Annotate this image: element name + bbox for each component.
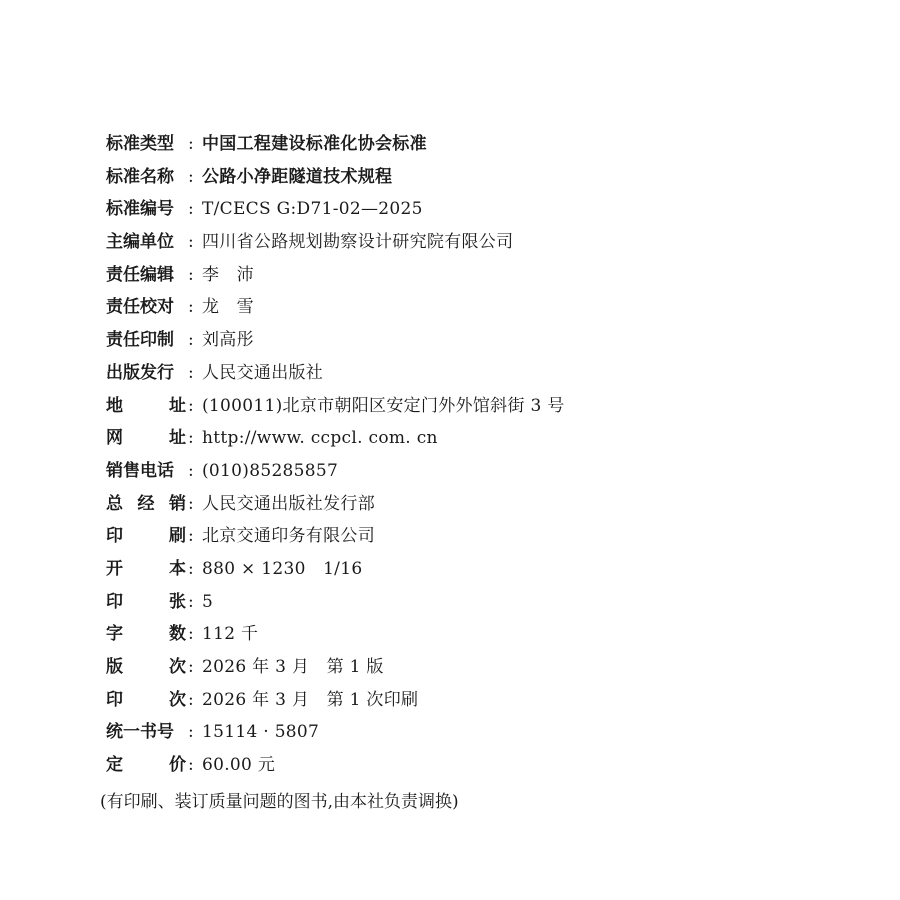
imprint-row	[106, 195, 806, 228]
imprint-value: (010)85285857	[202, 460, 339, 481]
imprint-colon: :	[188, 558, 194, 579]
imprint-value: T/CECS G:D71-02—2025	[202, 199, 423, 220]
imprint-label	[106, 163, 186, 191]
imprint-label-part: 销	[169, 493, 186, 514]
imprint-label	[106, 195, 186, 223]
imprint-label	[106, 522, 186, 550]
imprint-label	[106, 620, 186, 648]
imprint-value: 人民交通出版社发行部	[202, 493, 375, 514]
imprint-label-part: 印	[106, 689, 123, 710]
imprint-colon: :	[188, 722, 194, 743]
imprint-label	[106, 424, 186, 452]
imprint-colon: :	[188, 199, 194, 220]
imprint-colon: :	[188, 166, 194, 187]
imprint-label-part: 责任校对	[106, 297, 174, 318]
imprint-label	[106, 326, 186, 354]
imprint-colon: :	[188, 330, 194, 351]
imprint-row	[106, 261, 806, 294]
imprint-value: 四川省公路规划勘察设计研究院有限公司	[202, 232, 514, 253]
imprint-colon: :	[188, 362, 194, 383]
imprint-value: (100011)北京市朝阳区安定门外外馆斜街 3 号	[202, 395, 565, 416]
imprint-label-part: 标准名称	[106, 166, 174, 187]
imprint-label	[106, 392, 186, 420]
imprint-row	[106, 359, 806, 392]
imprint-label-part: 总	[106, 493, 123, 514]
imprint-label-part: 责任印制	[106, 330, 174, 351]
imprint-colon: :	[188, 264, 194, 285]
imprint-label-part: 销售电话	[106, 460, 174, 481]
imprint-colon: :	[188, 624, 194, 645]
imprint-row	[106, 326, 806, 359]
imprint-value: 刘高彤	[202, 330, 254, 351]
imprint-value: 15114 · 5807	[202, 722, 320, 743]
imprint-label	[106, 653, 186, 681]
imprint-colon: :	[188, 657, 194, 677]
imprint-label-part: 统一书号	[106, 722, 174, 743]
imprint-row	[106, 751, 806, 784]
imprint-info-block	[106, 130, 806, 784]
imprint-value: 2026 年 3 月 第 1 版	[202, 657, 384, 677]
imprint-label	[106, 457, 186, 485]
imprint-label-part: 网	[106, 428, 123, 449]
imprint-colon: :	[188, 297, 194, 318]
imprint-label-part: 开	[106, 558, 123, 579]
imprint-label-part: 版	[106, 657, 123, 677]
imprint-label-part: 本	[169, 558, 186, 579]
imprint-label-part: 价	[169, 755, 186, 776]
imprint-value: 北京交通印务有限公司	[202, 526, 375, 547]
imprint-row	[106, 392, 806, 425]
imprint-label-part: 次	[169, 689, 186, 710]
imprint-value: 5	[202, 591, 214, 612]
imprint-colon: :	[188, 460, 194, 481]
imprint-row	[106, 588, 806, 621]
imprint-label-part: 刷	[169, 526, 186, 547]
imprint-label-part: 主编单位	[106, 232, 174, 253]
imprint-label	[106, 555, 186, 583]
imprint-label	[106, 293, 186, 321]
imprint-row	[106, 293, 806, 326]
imprint-label	[106, 228, 186, 256]
imprint-colon: :	[188, 134, 194, 154]
imprint-row	[106, 620, 806, 653]
imprint-value: 中国工程建设标准化协会标准	[202, 134, 427, 154]
imprint-label	[106, 130, 186, 158]
imprint-label-part: 经	[137, 493, 155, 514]
imprint-label-part: 标准类型	[106, 134, 174, 154]
quality-notice: (有印刷、装订质量问题的图书,由本社负责调换)	[100, 792, 459, 812]
imprint-label-part: 印	[106, 591, 123, 612]
imprint-row	[106, 555, 806, 588]
imprint-row	[106, 424, 806, 457]
imprint-colon: :	[188, 428, 194, 449]
imprint-label-part: 责任编辑	[106, 264, 174, 285]
imprint-colon: :	[188, 526, 194, 547]
imprint-row	[106, 228, 806, 261]
imprint-colon: :	[188, 689, 194, 710]
imprint-row	[106, 686, 806, 719]
imprint-label-part: 次	[169, 657, 186, 677]
imprint-label	[106, 588, 186, 616]
imprint-row	[106, 522, 806, 555]
imprint-colon: :	[188, 493, 194, 514]
imprint-label-part: 地	[106, 395, 123, 416]
imprint-row	[106, 490, 806, 523]
imprint-label-part: 定	[106, 755, 123, 776]
imprint-label-part: 印	[106, 526, 123, 547]
imprint-label	[106, 490, 186, 518]
imprint-value: 人民交通出版社	[202, 362, 324, 383]
imprint-label	[106, 718, 186, 746]
imprint-label	[106, 261, 186, 289]
imprint-value: 2026 年 3 月 第 1 次印刷	[202, 689, 419, 710]
imprint-colon: :	[188, 591, 194, 612]
imprint-label	[106, 751, 186, 779]
imprint-value: 李 沛	[202, 264, 254, 285]
imprint-label-part: 出版发行	[106, 362, 174, 383]
imprint-value: 60.00 元	[202, 755, 276, 776]
imprint-colon: :	[188, 232, 194, 253]
imprint-value: 112 千	[202, 624, 259, 645]
imprint-row	[106, 130, 806, 163]
imprint-label-part: 标准编号	[106, 199, 174, 220]
imprint-colon: :	[188, 395, 194, 416]
imprint-value: 公路小净距隧道技术规程	[202, 166, 393, 187]
imprint-label-part: 数	[169, 624, 186, 645]
imprint-value: http://www. ccpcl. com. cn	[202, 428, 438, 449]
imprint-value: 龙 雪	[202, 297, 254, 318]
imprint-row	[106, 718, 806, 751]
imprint-label-part: 址	[169, 395, 186, 416]
imprint-label	[106, 359, 186, 387]
imprint-label-part: 字	[106, 624, 123, 645]
imprint-value: 880 × 1230 1/16	[202, 558, 363, 579]
imprint-label-part: 张	[169, 591, 186, 612]
imprint-label-part: 址	[169, 428, 186, 449]
imprint-row	[106, 653, 806, 686]
imprint-label	[106, 686, 186, 714]
imprint-row	[106, 163, 806, 196]
imprint-row	[106, 457, 806, 490]
imprint-colon: :	[188, 755, 194, 776]
